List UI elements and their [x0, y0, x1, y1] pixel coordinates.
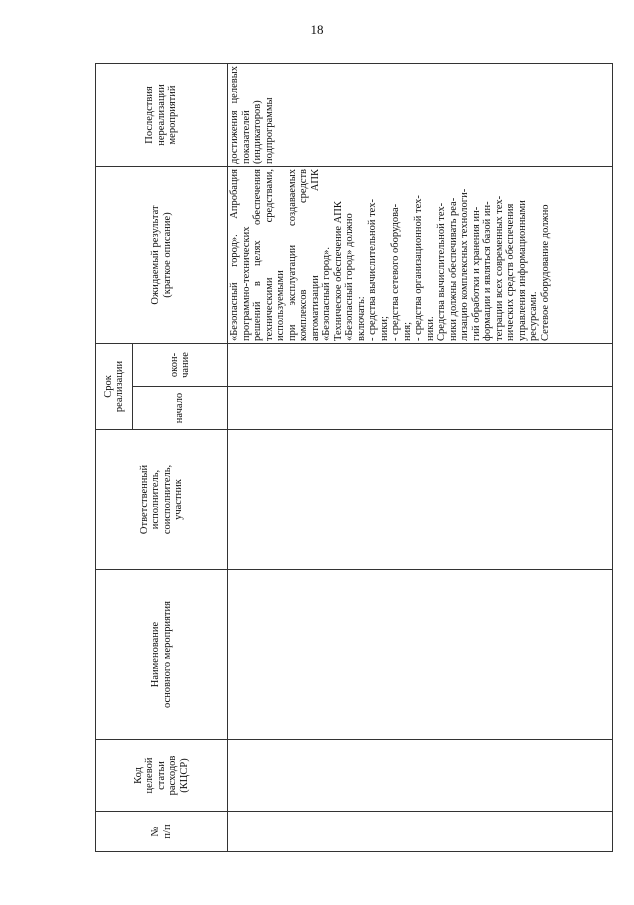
result-line: Техническое обеспечение АПК — [332, 201, 344, 341]
result-line: при эксплуатации создаваемых — [286, 168, 298, 341]
result-line: формации и являться базой ин- — [482, 201, 493, 341]
header-result-text: Ожидаемый результат (краткое описание) — [150, 205, 173, 305]
result-line: лизацию комплексных технологи- — [459, 188, 470, 341]
result-line: ния; — [401, 321, 413, 341]
header-name-text: Наименование основного мероприятия — [150, 601, 173, 708]
header-term — [96, 343, 133, 429]
header-code-text: Код целевой статьи расходов (КЦСР) — [132, 755, 190, 796]
result-line: - средства вычислительной тех- — [367, 199, 378, 341]
rotated-table-container — [95, 64, 612, 852]
cell-result — [228, 166, 613, 343]
consequences-text — [228, 64, 276, 166]
cell-term-start — [228, 387, 613, 430]
result-line: используемыми — [275, 270, 286, 341]
measures-table — [95, 63, 613, 852]
consequences-line: достижения целевых — [229, 65, 240, 164]
result-line: «Безопасный город». — [321, 247, 332, 341]
header-responsible-text: Ответственный исполнитель, соисполнитель, участник — [138, 464, 184, 535]
header-term-end — [133, 343, 228, 386]
header-result — [96, 166, 228, 343]
header-num-text: № п/п — [150, 824, 173, 839]
cell-name — [228, 570, 613, 740]
header-consequences — [96, 63, 228, 166]
result-line: ники; — [378, 316, 390, 341]
cell-num — [228, 812, 613, 852]
result-text — [228, 167, 552, 343]
result-line: автоматизации АПК — [309, 168, 321, 341]
header-responsible — [96, 430, 228, 570]
consequences-line: подпрограммы — [263, 97, 275, 164]
header-term-text: Срок реализации — [102, 360, 125, 413]
result-line: Средства вычислительной тех- — [436, 202, 447, 341]
result-line: ники должны обеспечивать реа- — [447, 197, 459, 341]
header-code — [96, 740, 228, 812]
result-line: гий обработки и хранения ин- — [470, 206, 482, 341]
result-line: Сетевое оборудование должно — [539, 204, 551, 341]
result-line: программно-технических — [240, 226, 252, 341]
result-line: «Безопасный город». Апробация — [229, 168, 240, 341]
cell-consequences — [228, 63, 613, 166]
result-line: теграции всех современных тех- — [493, 195, 505, 341]
result-line: техническими средствами, — [263, 168, 275, 341]
result-line: включать: — [355, 296, 367, 341]
cell-term-end — [228, 343, 613, 386]
result-line: нических средств обеспечения — [505, 203, 516, 341]
result-line: комплексов средств — [298, 168, 309, 341]
header-term-start — [133, 387, 228, 430]
result-line: «Безопасный город» должно — [344, 213, 355, 341]
cell-code — [228, 740, 613, 812]
result-line: ресурсами. — [528, 291, 539, 341]
header-term-end-text: окон- чание — [168, 352, 191, 378]
result-line: - средства организационной тех- — [413, 195, 424, 341]
consequences-line: показателей (индикаторов) — [240, 100, 263, 164]
header-term-start-text: начало — [174, 392, 186, 424]
header-consequences-text: Последствия нереализации мероприятий — [144, 84, 179, 146]
result-line: решений в целях обеспечения — [252, 168, 263, 341]
page-number: 18 — [310, 22, 324, 37]
result-line: - средства сетевого оборудова- — [390, 203, 401, 341]
header-num — [96, 812, 228, 852]
header-name — [96, 570, 228, 740]
cell-responsible — [228, 430, 613, 570]
result-line: управления информационными — [516, 200, 528, 341]
result-line: ники. — [424, 316, 436, 341]
